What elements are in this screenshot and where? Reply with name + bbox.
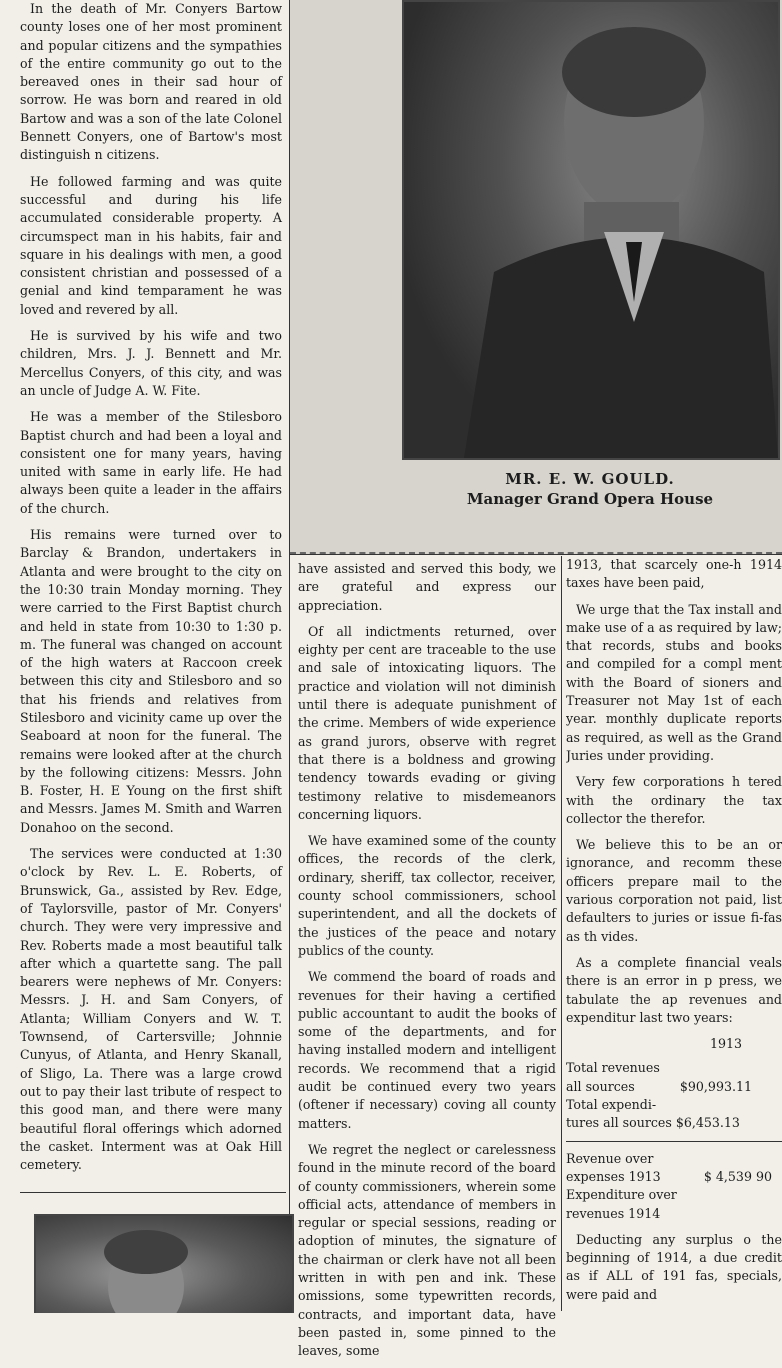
revenues-1914-label: revenues 1914 — [566, 1205, 661, 1221]
second-portrait-silhouette — [36, 1216, 292, 1313]
section-rule — [20, 1192, 286, 1193]
left-margin-fragments — [0, 0, 9, 1311]
finance-column — [566, 556, 782, 1312]
finance-paragraph: 1913, that scarcely one-h 1914 taxes have been paid, — [566, 557, 782, 591]
expenses-1913-row — [566, 1168, 782, 1186]
expenses-1913-value: $ 4,539 90 — [703, 1168, 772, 1184]
finance-paragraph: We urge that the Tax install and make use of a as required by law; that records, stubs and books and compiled for a compl ment with the Board of sioners and Treasurer not May 1st of each year. monthly duplicate reports as required, as well as the Grand Juries under providing. — [566, 601, 782, 763]
portrait-silhouette — [404, 2, 778, 458]
obituary-paragraph: He was a member of the Stilesboro Baptist church and had been a loyal and consistent one for many years, having united with same in early life. He had always been quite a leader in the affairs of the church. — [20, 409, 282, 516]
grand-jury-paragraph: have assisted and served this body, we are grateful and express our appreciation. — [298, 561, 556, 613]
grand-jury-paragraph: We commend the board of roads and revenues for their having a certified public accountant to audit the books of some of the departments, and for having installed modern and intelligent records. We recommend that a rigid audit be continued every two years (oftener if necessary) coving all county matters. — [298, 969, 556, 1131]
grand-jury-paragraph: We regret the neglect or carelessness found in the minute record of the board of county commissioners, wherein some official acts, attendance of members in regular or special sessions, reading or adoption of minutes, the signature of the chairman or clerk have not all been written in with pen and ink. These omissions, some typewritten records, contracts, and important data, have been pasted in, some pinned to the leaves, some — [298, 1141, 556, 1359]
expenditures-all-sources: tures all sources $6,453.13 — [566, 1115, 740, 1131]
section-rule — [290, 554, 782, 555]
photo-caption-name: MR. E. W. GOULD. — [505, 470, 675, 488]
obituary-paragraph: The services were conducted at 1:30 o'clock by Rev. L. E. Roberts, of Brunswick, Ga., assisted by Rev. Edge, of Taylorsville, pastor of Mr. Conyers' church. They were very impressive and Rev. Roberts made a most beautiful talk after which a quartette sang. The pall bearers were nephews of Mr. Conyers: Messrs. J. H. and Sam Conyers, of Atlanta; William Conyers and W. T. Townsend, of Cartersville; Johnnie Cunyus, of Atlanta, and Henry Skanall, of Sligo, La. There was a large crowd out to pay their last tribute of respect to this good man, and there were many beautiful floral offerings which adorned the casket. Interment was at Oak Hill cemetery. — [20, 846, 282, 1173]
obituary-paragraph: In the death of Mr. Conyers Bartow county loses one of her most prominent and popular citizens and the sympathies of the entire community go out to the bereaved ones in their sad hour of sorrow. He was born and reared in old Bartow and was a son of the late Colonel Bennett Conyers, one of Bartow's most distinguish n citizens. — [20, 1, 282, 163]
expenses-1913-label: expenses 1913 — [566, 1168, 661, 1184]
obituary-paragraph: He followed farming and was quite successful and during his life accumulated considerable property. A circumspect man in his habits, fair and square in his dealings with men, a good consistent christian and possessed of a genial and kind temparament he was loved and revered by all. — [20, 173, 282, 317]
grand-jury-column — [298, 560, 556, 1368]
portrait-photo — [402, 0, 780, 460]
all-sources-label: all sources — [566, 1078, 635, 1094]
total-revenues-label: Total revenues — [566, 1060, 660, 1076]
revenue-over-label: Revenue over — [566, 1150, 654, 1166]
photo-caption-title: Manager Grand Opera House — [466, 490, 714, 508]
finance-closing: Deducting any surplus o the beginning of 1914, a due credit as if ALL of 191 fas, specials, were paid and — [566, 1231, 782, 1302]
obituary-column — [20, 0, 282, 1182]
grand-jury-paragraph: Of all indictments returned, over eighty per cent are traceable to the use and sale of intoxicating liquors. The practice and violation will not diminish until there is adequate punishment of the crime. Members of wide experience as grand jurors, observe with regret that there is a boldness and growing tendency towards evading or giving testimony relative to misdemeanors concerning liquors. — [298, 623, 556, 822]
total-expenditures-label: Total expendi- — [566, 1097, 657, 1113]
all-sources-value: $90,993.11 — [679, 1078, 752, 1094]
finance-paragraph: Very few corporations h tered with the ordinary the tax collector the therefor. — [566, 774, 782, 826]
column-rule — [561, 556, 562, 1311]
obituary-paragraph: His remains were turned over to Barclay & Brandon, undertakers in Atlanta and were brought to the city on the 10:30 train Monday morning. They were carried to the First Baptist church and held in state from 10:30 to 1:30 p. m. The funeral was changed on account of the high waters at Raccoon creek between this city and Stilesboro and so that his friends and relatives from Stilesboro and vicinity came up over the Seaboard at noon for the funeral. The remains were looked after at the church by the following citizens: Messrs. John B. Foster, H. E Young on the first shift and Messrs. James M. Smith and Warren Donahoo on the second. — [20, 527, 282, 835]
finance-paragraph: We believe this to be an or ignorance, and recomm these officers prepare mail to the various corporation not paid, list defaulters to juries or issue fi-fas as th vides. — [566, 837, 782, 944]
finance-paragraph: As a complete financial veals there is an error in p press, we tabulate the ap revenues and expenditur last two years: — [566, 954, 782, 1025]
all-sources-row — [566, 1078, 782, 1096]
second-portrait-photo — [34, 1214, 294, 1313]
figures-year: 1913 — [709, 1036, 742, 1052]
grand-jury-paragraph: We have examined some of the county offices, the records of the clerk, ordinary, sheriff, tax collector, receiver, county school commissioners, school superintendent, and all the dockets of the justices of the peace and notary publics of the county. — [298, 833, 556, 958]
expenditure-over-label: Expenditure over — [566, 1187, 677, 1203]
portrait-frame — [290, 0, 782, 554]
obituary-paragraph: He is survived by his wife and two children, Mrs. J. J. Bennett and Mr. Mercellus Conyers, of this city, and was an uncle of Judge A. W. Fite. — [20, 328, 282, 398]
figures-rule — [566, 1141, 782, 1142]
